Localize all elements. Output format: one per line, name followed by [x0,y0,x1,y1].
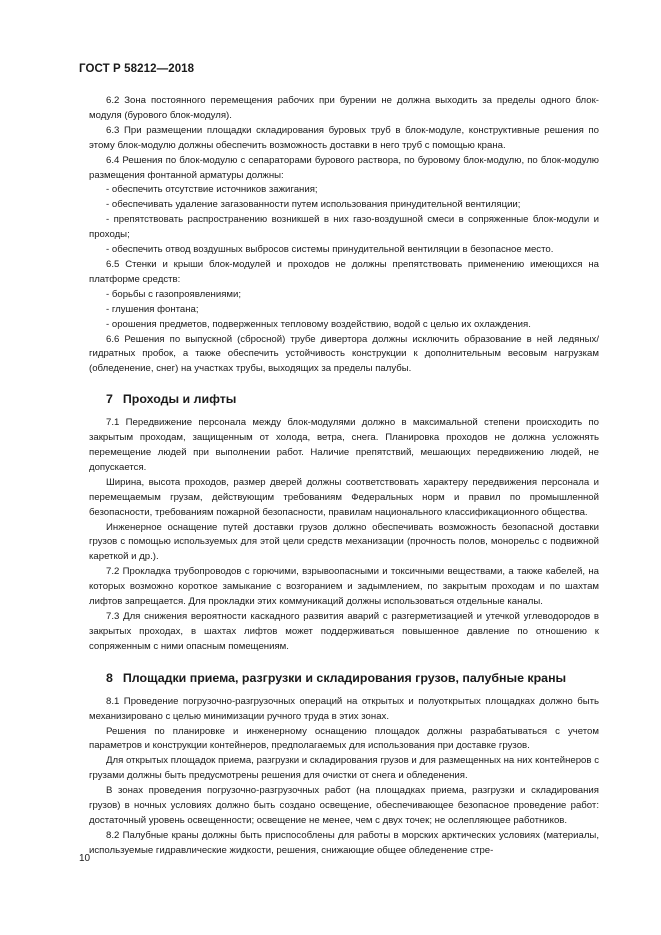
paragraph: 7.1 Передвижение персонала между блок-модулями должно в максимальной степени происходить по закрытым проходам, защищенным от холода, ветра, снега. Планировка проходов не должна усложнять перемещение людей при выполнении работ. Наличие препятствий, мешающих передвижению людей, не допускается. [89,417,599,473]
paragraph: Инженерное оснащение путей доставки грузов должно обеспечивать возможность безопасной доставки грузов с помощью используемых для этой цели средств механизации (прочность полов, монорельс с подвижной кареткой и др.). [89,521,599,563]
paragraph: - обеспечивать удаление загазованности путем использования принудительной вентиляции; [106,199,521,211]
section-title: Площадки приема, разгрузки и складирования грузов, палубные краны [122,670,567,685]
paragraph: 6.6 Решения по выпускной (сбросной) трубе дивертора должны исключить образование в ней ледяных/гидратных пробок, а также обеспечить устойчивость конструкции к дополнительным весовым нагрузкам (обледенение, снег) на участках трубы, выходящих за пределы палубы. [89,333,599,375]
paragraph: 6.3 При размещении площадки складирования буровых труб в блок-модуле, конструктивные решения по этому блок-модулю должны обеспечить возможность доставки в него труб с помощью крана. [89,124,599,151]
section-title: Проходы и лифты [122,392,237,407]
document-header: ГОСТ Р 58212—2018 [79,63,195,75]
page-number: 10 [79,853,91,864]
paragraph: - обеспечить отвод воздушных выбросов системы принудительной вентиляции в безопасное место. [106,244,554,256]
paragraph: - орошения предметов, подверженных тепловому воздействию, водой с целью их охлаждения. [106,318,531,330]
paragraph: 6.4 Решения по блок-модулю с сепараторами бурового раствора, по буровому блок-модулю, по блок-модулю размещения фонтанной арматуры должны: [89,154,599,181]
section-7-heading [106,391,599,407]
paragraph: Решения по планировке и инженерному оснащению площадок должны разрабатываться с учетом параметров и конструкции контейнеров, предполагаемых для использования при доставке грузов. [89,725,599,752]
paragraph: Ширина, высота проходов, размер дверей должны соответствовать характеру передвижения персонала и перемещаемым грузам, действующим требованиям Федеральных норм и правил по промышленной безопасности, требованиям пожарной безопасности, правилам национального классификационного общества. [89,476,599,518]
paragraph: 8.2 Палубные краны должны быть приспособлены для работы в морских арктических условиях (материалы, используемые гидравлические жидкости, решения, снижающие общее обледенение стре- [89,829,599,856]
paragraph: 6.2 Зона постоянного перемещения рабочих при бурении не должна выходить за пределы одного блок-модуля (бурового блок-модуля). [89,95,599,121]
paragraph: Для открытых площадок приема, разгрузки и складирования грузов и для размещенных на них контейнеров с грузами должны быть предусмотрены решения для очистки от снега и обледенения. [89,755,599,782]
paragraph: 7.3 Для снижения вероятности каскадного развития аварий с разгерметизацией и утечкой углеводородов в закрытых проходах, в шахтах лифтов может поддерживаться повышенное давление по отношению к сопряженным с ними опасным помещениям. [89,611,599,652]
paragraph: - борьбы с газопроявлениями; [106,288,242,300]
section-6-paragraphs [89,94,599,377]
section-8-heading [106,670,599,686]
paragraph: - препятствовать распространению возникшей в них газо-воздушной смеси в сопряженные блок-модули и проходы; [89,214,599,241]
paragraph: 8.1 Проведение погрузочно-разгрузочных операций на открытых и полуоткрытых площадках должно быть механизировано с целью минимизации ручного труда в этих зонах. [89,695,599,722]
section-number: 7 [106,392,113,407]
section-8-paragraphs [89,695,599,859]
paragraph: 7.2 Прокладка трубопроводов с горючими, взрывоопасными и токсичными веществами, а также кабелей, на которых возможно короткое замыкание с возгоранием и задымлением, по закрытым проходам и по шахтам лифтов запрещается. Для прокладки этих коммуникаций должны использоваться отдельные каналы. [89,566,599,608]
section-7-paragraphs [89,416,599,655]
document-body [89,94,599,859]
section-number: 8 [106,670,113,685]
paragraph: - обеспечить отсутствие источников зажигания; [106,184,318,196]
paragraph: В зонах проведения погрузочно-разгрузочных работ (на площадках приема, разгрузки и складирования грузов) в ночных условиях должно быть создано освещение, обеспечивающее безопасное проведение работ: достаточный уровень освещенности; освещение не менее, чем с двух точек; не ослепляющее работников. [89,785,599,826]
paragraph: - глушения фонтана; [106,303,199,315]
paragraph: 6.5 Стенки и крыши блок-модулей и проходов не должны препятствовать применению имеющихся на платформе средств: [89,258,599,285]
